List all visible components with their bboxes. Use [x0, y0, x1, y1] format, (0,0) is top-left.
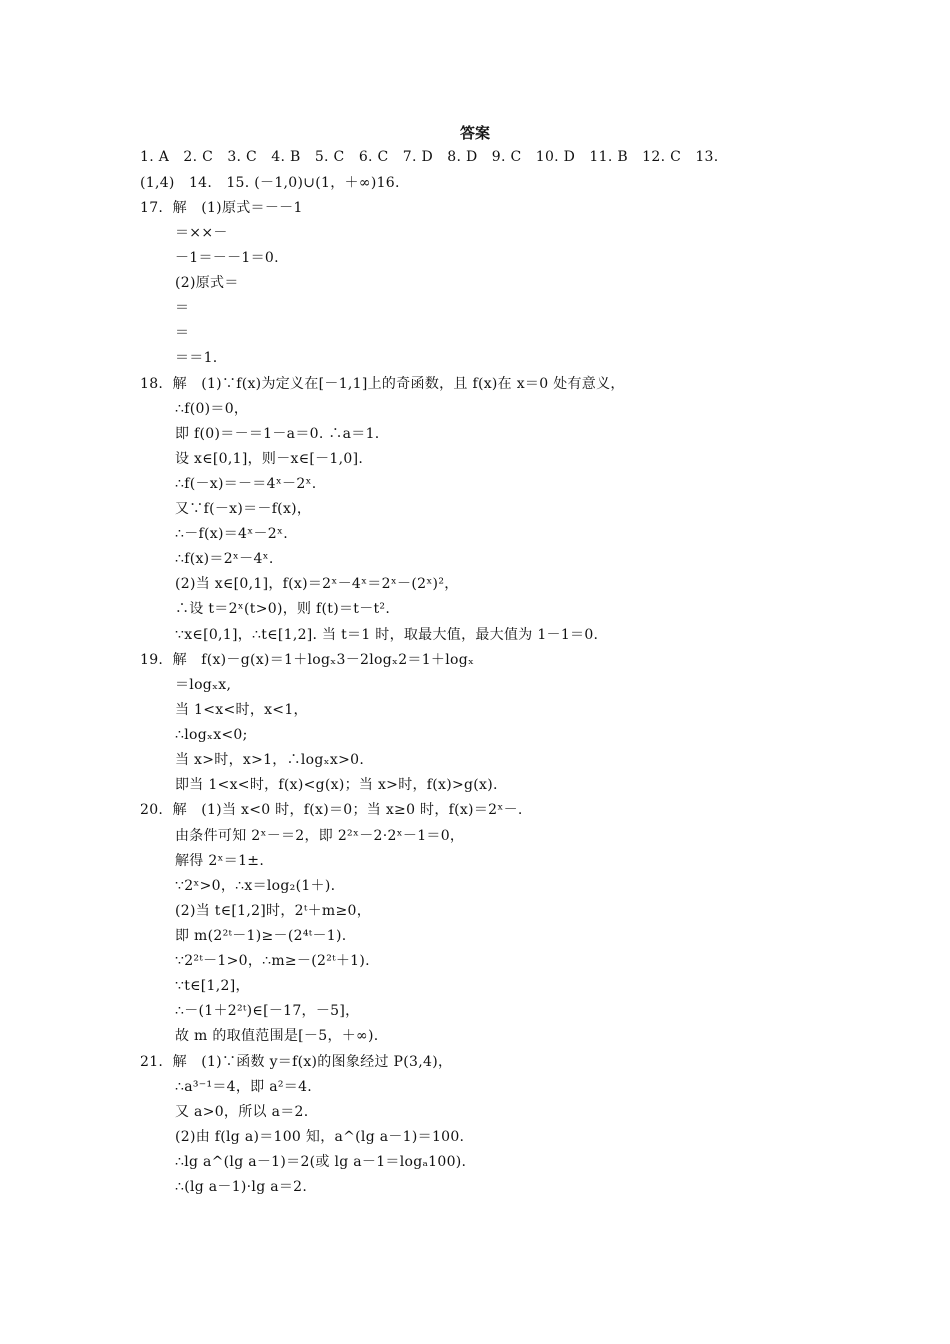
page-title: 答案	[459, 124, 490, 142]
answer-line: 由条件可知 2ˣ－＝2，即 2²ˣ－2·2ˣ－1＝0，	[175, 828, 465, 844]
answer-line: ∵2²ᵗ－1>0，∴m≥－(2²ᵗ＋1).	[175, 953, 370, 969]
answer-line: (2)当 t∈[1,2]时，2ᵗ＋m≥0，	[175, 903, 372, 919]
answer-line: 21. 解 (1)∵函数 y＝f(x)的图象经过 P(3,4)，	[140, 1054, 453, 1070]
answer-line: 19. 解 f(x)－g(x)＝1＋logₓ3－2logₓ2＝1＋logₓ	[140, 652, 475, 668]
answer-line: 解得 2ˣ＝1±.	[175, 853, 265, 869]
answer-line: ∴f(－x)＝－＝4ˣ－2ˣ.	[175, 476, 317, 492]
answer-line: ＝××－	[175, 225, 228, 241]
answer-line: ＝	[175, 325, 190, 341]
answer-line: 17. 解 (1)原式＝－－1	[140, 200, 303, 216]
answer-line: ∴设 t＝2ˣ(t>0)，则 f(t)＝t－t².	[175, 601, 391, 617]
answer-line: ∴logₓx<0;	[175, 727, 248, 743]
answer-line: (2)当 x∈[0,1]，f(x)＝2ˣ－4ˣ＝2ˣ－(2ˣ)²，	[175, 576, 459, 592]
answer-line: (1,4) 14. 15. (－1,0)∪(1，＋∞)16.	[140, 175, 400, 191]
answer-line: 20. 解 (1)当 x<0 时，f(x)＝0；当 x≥0 时，f(x)＝2ˣ－.	[140, 802, 523, 818]
answer-line: 18. 解 (1)∵f(x)为定义在[－1,1]上的奇函数，且 f(x)在 x＝0 处有意义，	[140, 376, 625, 392]
answer-line: ∴－f(x)＝4ˣ－2ˣ.	[175, 526, 288, 542]
answer-line: (2)原式＝	[175, 275, 239, 291]
answer-line: －1＝－－1＝0.	[175, 250, 279, 266]
answer-line: 又∵f(－x)＝－f(x)，	[175, 501, 312, 517]
answer-line: ＝	[175, 300, 190, 316]
answer-line: ∴f(0)＝0，	[175, 401, 249, 417]
answer-line: ∴(lg a－1)·lg a＝2.	[175, 1179, 308, 1195]
answer-line: ∴lg a^(lg a－1)＝2(或 lg a－1＝logₐ100).	[175, 1154, 467, 1170]
answer-line: 当 x>时，x>1，∴logₓx>0.	[175, 752, 365, 768]
answer-line: 即 m(2²ᵗ－1)≥－(2⁴ᵗ－1).	[175, 928, 347, 944]
answer-line: 1. A 2. C 3. C 4. B 5. C 6. C 7. D 8. D 9. C 10. D 11. B 12. C 13.	[140, 149, 719, 165]
answer-line: ∴f(x)＝2ˣ－4ˣ.	[175, 551, 274, 567]
answer-line: ＝logₓx,	[175, 677, 232, 693]
answer-line: ＝＝1.	[175, 350, 218, 366]
answer-line: ∴－(1＋2²ᵗ)∈[－17，－5]，	[175, 1003, 360, 1019]
answer-line: 设 x∈[0,1]，则－x∈[－1,0].	[175, 451, 364, 467]
answer-line: 当 1<x<时，x<1，	[175, 702, 308, 718]
answer-line: 即 f(0)＝－＝1－a＝0. ∴a＝1.	[175, 426, 380, 442]
answer-line: 又 a>0，所以 a＝2.	[175, 1104, 309, 1120]
answer-line: (2)由 f(lg a)＝100 知，a^(lg a－1)＝100.	[175, 1129, 465, 1145]
answer-line: 即当 1<x<时，f(x)<g(x)；当 x>时，f(x)>g(x).	[175, 777, 498, 793]
answer-line: ∴a³⁻¹＝4，即 a²＝4.	[175, 1079, 313, 1095]
answer-line: ∵2ˣ>0，∴x＝log₂(1＋).	[175, 878, 336, 894]
answer-line: ∵t∈[1,2]，	[175, 978, 250, 994]
answer-line: 故 m 的取值范围是[－5，＋∞).	[175, 1028, 379, 1044]
answer-line: ∵x∈[0,1]，∴t∈[1,2]. 当 t＝1 时，取最大值，最大值为 1－1＝0.	[175, 627, 599, 643]
